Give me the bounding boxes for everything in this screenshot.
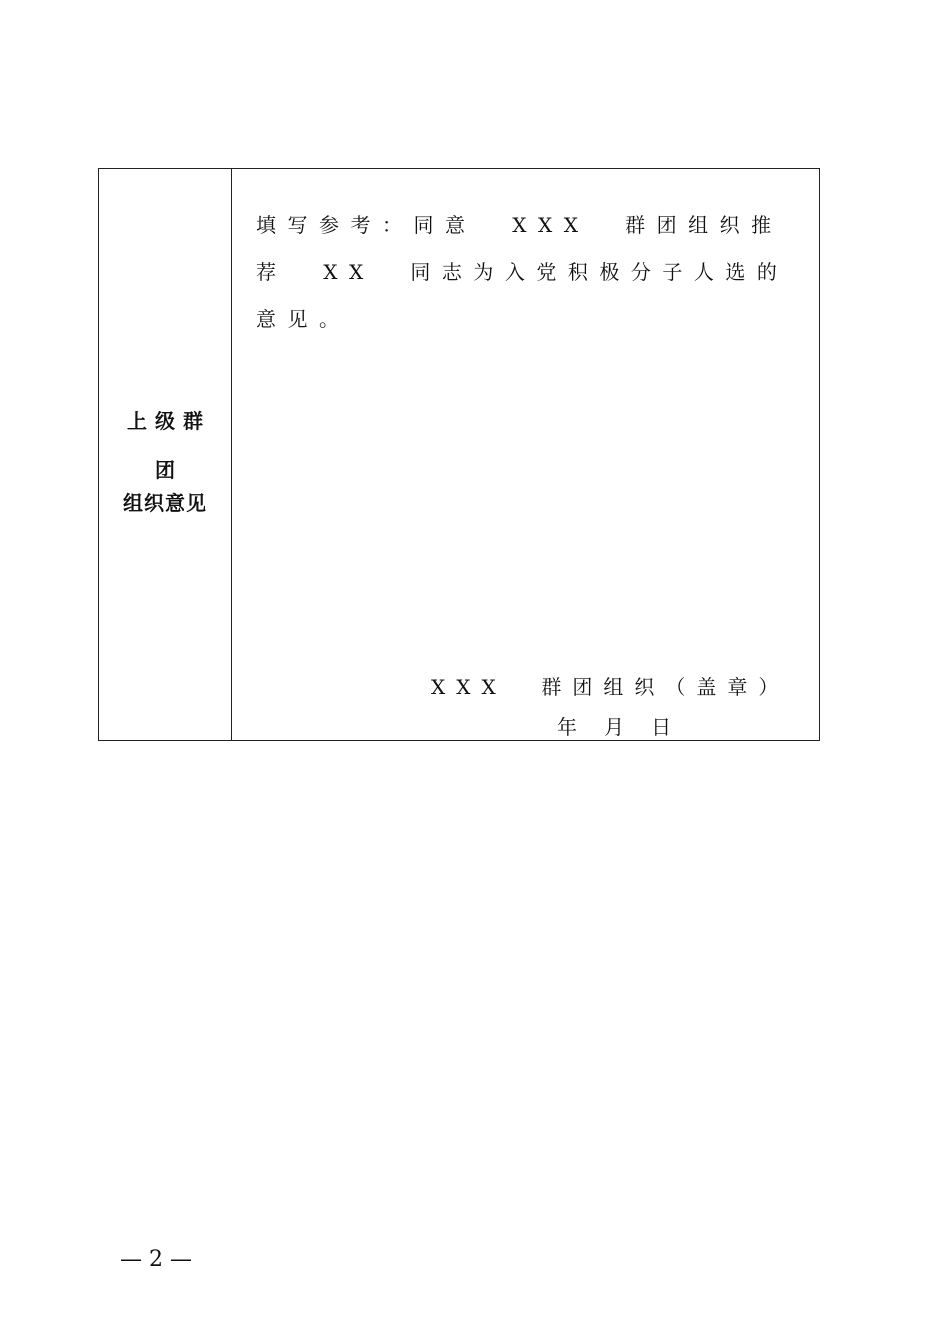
reference-text-line-2: 荐 XX 同志为入党积极分子人选的 (256, 260, 789, 284)
reference-text-line-1: 填写参考：同意 XXX 群团组织推 (256, 213, 783, 237)
label-cell (99, 169, 231, 740)
reference-text-line-3: 意见。 (256, 307, 351, 331)
column-divider (231, 169, 232, 740)
page-number: — 2 — (120, 1247, 192, 1272)
date-line: 年 月 日 (557, 715, 674, 739)
opinion-table (98, 168, 820, 741)
label-line-3: 组织意见 (123, 491, 207, 515)
label-line-1: 上级群 (127, 409, 211, 433)
signature-line: XXX 群团组织（盖章） (431, 675, 790, 699)
label-line-2: 团 (155, 458, 175, 482)
